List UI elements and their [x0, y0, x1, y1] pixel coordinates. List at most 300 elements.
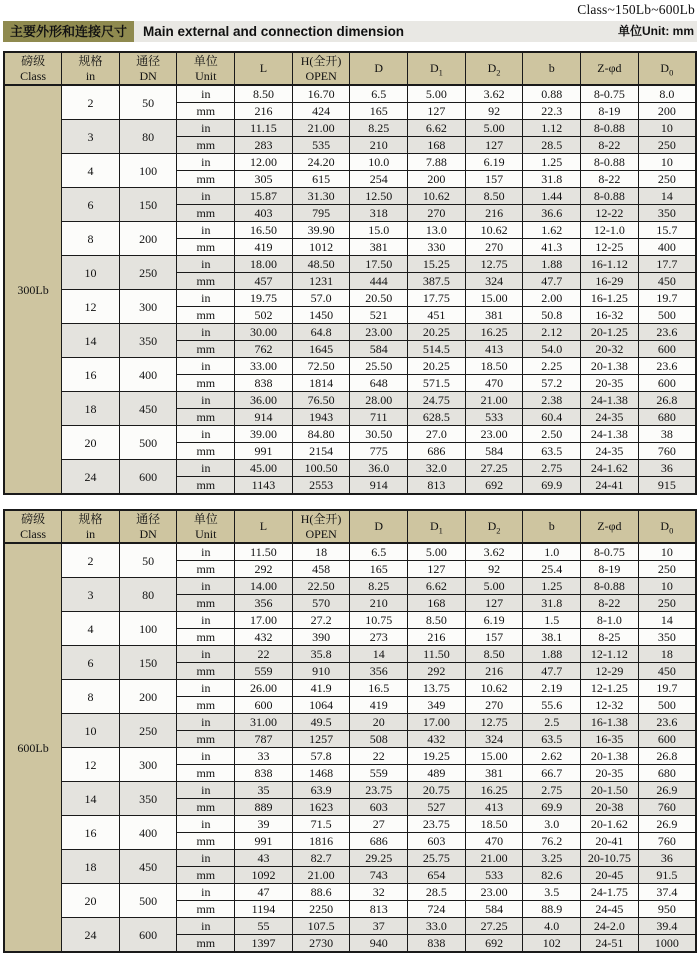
- data-cell: 57.2: [523, 375, 581, 392]
- data-cell: 8-22: [581, 595, 639, 612]
- column-header: $D_0$: [638, 510, 696, 543]
- data-cell: 27.25: [465, 460, 523, 477]
- data-cell: 36.6: [523, 205, 581, 222]
- data-cell: 419: [350, 697, 408, 714]
- data-cell: 6.5: [350, 543, 408, 561]
- data-cell: 18.00: [235, 256, 293, 273]
- data-cell: 47.7: [523, 663, 581, 680]
- data-cell: 16-29: [581, 273, 639, 290]
- data-cell: 23.75: [408, 816, 466, 833]
- data-cell: 60.4: [523, 409, 581, 426]
- data-cell: 24-2.0: [581, 918, 639, 935]
- data-cell: 12.00: [235, 154, 293, 171]
- data-cell: 991: [235, 833, 293, 850]
- data-cell: 20-10.75: [581, 850, 639, 867]
- column-header: 规格 in: [62, 52, 120, 85]
- table-row: [4, 748, 696, 765]
- column-header: L: [235, 510, 293, 543]
- data-cell: 250: [638, 137, 696, 154]
- data-cell: 19.75: [235, 290, 293, 307]
- data-cell: 11.15: [235, 120, 293, 137]
- data-cell: 23.75: [350, 782, 408, 799]
- column-header: $D_2$: [465, 52, 523, 85]
- data-cell: 27.25: [465, 918, 523, 935]
- data-cell: 502: [235, 307, 293, 324]
- dn-cell: 400: [119, 358, 177, 392]
- unit-cell: in: [177, 358, 235, 375]
- data-cell: 20.50: [350, 290, 408, 307]
- data-cell: 47.7: [523, 273, 581, 290]
- column-header: 通径 DN: [119, 52, 177, 85]
- unit-cell: in: [177, 460, 235, 477]
- size-cell: 2: [62, 85, 120, 120]
- data-cell: 570: [292, 595, 350, 612]
- data-cell: 31.8: [523, 171, 581, 188]
- data-cell: 775: [350, 443, 408, 460]
- pressure-class-cell: 600Lb: [4, 543, 62, 952]
- data-cell: 216: [235, 103, 293, 120]
- data-cell: 24-1.75: [581, 884, 639, 901]
- data-cell: 915: [638, 477, 696, 495]
- data-cell: 16.25: [465, 324, 523, 341]
- data-cell: 762: [235, 341, 293, 358]
- data-cell: 432: [408, 731, 466, 748]
- table-row: [4, 120, 696, 137]
- data-cell: 210: [350, 137, 408, 154]
- data-cell: 489: [408, 765, 466, 782]
- table-row: [4, 612, 696, 629]
- data-cell: 330: [408, 239, 466, 256]
- size-cell: 14: [62, 782, 120, 816]
- data-cell: 82.7: [292, 850, 350, 867]
- unit-cell: in: [177, 782, 235, 799]
- size-cell: 18: [62, 392, 120, 426]
- data-cell: 686: [350, 833, 408, 850]
- class-range-label: Class~150Lb~600Lb: [577, 2, 695, 17]
- section-title-english: Main external and connection dimension: [143, 24, 405, 39]
- unit-cell: in: [177, 816, 235, 833]
- unit-cell: in: [177, 154, 235, 171]
- data-cell: 25.50: [350, 358, 408, 375]
- data-cell: 838: [408, 935, 466, 953]
- size-cell: 8: [62, 222, 120, 256]
- data-cell: 18: [292, 543, 350, 561]
- data-cell: 1468: [292, 765, 350, 782]
- data-cell: 23.00: [465, 426, 523, 443]
- data-cell: 8.50: [465, 188, 523, 205]
- data-cell: 8.25: [350, 578, 408, 595]
- table-row: [4, 85, 696, 103]
- data-cell: 654: [408, 867, 466, 884]
- data-cell: 41.3: [523, 239, 581, 256]
- data-cell: 5.00: [465, 578, 523, 595]
- data-cell: 10.0: [350, 154, 408, 171]
- data-cell: 10: [638, 543, 696, 561]
- data-cell: 254: [350, 171, 408, 188]
- data-cell: 686: [408, 443, 466, 460]
- data-cell: 6.62: [408, 578, 466, 595]
- data-cell: 157: [465, 171, 523, 188]
- data-cell: 724: [408, 901, 466, 918]
- data-cell: 15.7: [638, 222, 696, 239]
- table-row: [4, 816, 696, 833]
- data-cell: 1623: [292, 799, 350, 816]
- data-cell: 84.80: [292, 426, 350, 443]
- unit-cell: mm: [177, 103, 235, 120]
- data-cell: 19.7: [638, 290, 696, 307]
- dn-cell: 100: [119, 612, 177, 646]
- data-cell: 1397: [235, 935, 293, 953]
- dn-cell: 80: [119, 578, 177, 612]
- data-cell: 2.25: [523, 358, 581, 375]
- table-header: [4, 52, 696, 85]
- unit-cell: mm: [177, 765, 235, 782]
- dn-cell: 450: [119, 392, 177, 426]
- data-cell: 8-0.75: [581, 543, 639, 561]
- data-cell: 1257: [292, 731, 350, 748]
- dn-cell: 250: [119, 256, 177, 290]
- size-cell: 3: [62, 120, 120, 154]
- data-cell: 692: [465, 935, 523, 953]
- data-cell: 15.00: [465, 290, 523, 307]
- column-header: $D_0$: [638, 52, 696, 85]
- unit-cell: mm: [177, 409, 235, 426]
- data-cell: 66.7: [523, 765, 581, 782]
- data-cell: 403: [235, 205, 293, 222]
- data-cell: 21.00: [292, 867, 350, 884]
- table-row: [4, 543, 696, 561]
- size-cell: 6: [62, 188, 120, 222]
- data-cell: 20-35: [581, 765, 639, 782]
- data-cell: 3.62: [465, 85, 523, 103]
- unit-cell: in: [177, 188, 235, 205]
- data-cell: 57.0: [292, 290, 350, 307]
- data-cell: 27.2: [292, 612, 350, 629]
- data-cell: 6.19: [465, 612, 523, 629]
- dn-cell: 300: [119, 748, 177, 782]
- data-cell: 216: [465, 663, 523, 680]
- unit-cell: mm: [177, 629, 235, 646]
- data-cell: 8.50: [465, 646, 523, 663]
- data-cell: 711: [350, 409, 408, 426]
- data-cell: 92: [465, 561, 523, 578]
- unit-cell: in: [177, 85, 235, 103]
- data-cell: 127: [465, 595, 523, 612]
- data-cell: 21.00: [465, 850, 523, 867]
- data-cell: 17.00: [408, 714, 466, 731]
- data-cell: 20-1.50: [581, 782, 639, 799]
- data-cell: 535: [292, 137, 350, 154]
- dn-cell: 500: [119, 884, 177, 918]
- dn-cell: 50: [119, 85, 177, 120]
- size-cell: 16: [62, 358, 120, 392]
- column-header: $D_2$: [465, 510, 523, 543]
- table-row: [4, 358, 696, 375]
- size-cell: 24: [62, 460, 120, 495]
- data-cell: 45.00: [235, 460, 293, 477]
- size-cell: 6: [62, 646, 120, 680]
- data-cell: 381: [350, 239, 408, 256]
- data-cell: 533: [465, 867, 523, 884]
- data-cell: 88.6: [292, 884, 350, 901]
- data-cell: 1.25: [523, 578, 581, 595]
- data-cell: 19.25: [408, 748, 466, 765]
- data-cell: 527: [408, 799, 466, 816]
- unit-cell: mm: [177, 901, 235, 918]
- data-cell: 88.9: [523, 901, 581, 918]
- data-cell: 24-41: [581, 477, 639, 495]
- data-cell: 57.8: [292, 748, 350, 765]
- dimension-table-600lb: [3, 509, 697, 953]
- column-header: 规格 in: [62, 510, 120, 543]
- data-cell: 584: [350, 341, 408, 358]
- data-cell: 500: [638, 307, 696, 324]
- data-cell: 12.75: [465, 714, 523, 731]
- data-cell: 692: [465, 477, 523, 495]
- data-cell: 69.9: [523, 477, 581, 495]
- data-cell: 39.00: [235, 426, 293, 443]
- data-cell: 20-45: [581, 867, 639, 884]
- unit-cell: mm: [177, 341, 235, 358]
- data-cell: 20-32: [581, 341, 639, 358]
- size-cell: 20: [62, 426, 120, 460]
- data-cell: 33.0: [408, 918, 466, 935]
- unit-cell: in: [177, 850, 235, 867]
- unit-cell: in: [177, 646, 235, 663]
- unit-cell: mm: [177, 663, 235, 680]
- data-cell: 23.6: [638, 358, 696, 375]
- data-cell: 813: [350, 901, 408, 918]
- data-cell: 12-32: [581, 697, 639, 714]
- data-cell: 381: [465, 307, 523, 324]
- data-cell: 216: [465, 205, 523, 222]
- data-cell: 76.50: [292, 392, 350, 409]
- data-cell: 36.0: [350, 460, 408, 477]
- data-cell: 36.00: [235, 392, 293, 409]
- data-cell: 10: [638, 154, 696, 171]
- data-cell: 15.87: [235, 188, 293, 205]
- column-header: b: [523, 52, 581, 85]
- dn-cell: 400: [119, 816, 177, 850]
- table-row: [4, 154, 696, 171]
- data-cell: 26.8: [638, 748, 696, 765]
- data-cell: 1814: [292, 375, 350, 392]
- data-cell: 12.75: [465, 256, 523, 273]
- data-cell: 216: [408, 629, 466, 646]
- data-cell: 2730: [292, 935, 350, 953]
- data-cell: 2553: [292, 477, 350, 495]
- data-cell: 17.50: [350, 256, 408, 273]
- unit-cell: in: [177, 918, 235, 935]
- data-cell: 17.00: [235, 612, 293, 629]
- data-cell: 43: [235, 850, 293, 867]
- unit-cell: mm: [177, 561, 235, 578]
- data-cell: 20-1.62: [581, 816, 639, 833]
- data-cell: 19.7: [638, 680, 696, 697]
- column-header: 磅级 Class: [4, 510, 62, 543]
- data-cell: 168: [408, 595, 466, 612]
- table-row: [4, 714, 696, 731]
- data-cell: 72.50: [292, 358, 350, 375]
- data-cell: 838: [235, 765, 293, 782]
- dn-cell: 200: [119, 222, 177, 256]
- data-cell: 200: [638, 103, 696, 120]
- dn-cell: 300: [119, 290, 177, 324]
- data-cell: 381: [465, 765, 523, 782]
- data-cell: 1.88: [523, 646, 581, 663]
- data-cell: 250: [638, 171, 696, 188]
- data-cell: 107.5: [292, 918, 350, 935]
- data-cell: 48.50: [292, 256, 350, 273]
- data-cell: 390: [292, 629, 350, 646]
- data-cell: 16-1.38: [581, 714, 639, 731]
- data-cell: 36: [638, 460, 696, 477]
- data-cell: 250: [638, 561, 696, 578]
- data-cell: 1.25: [523, 154, 581, 171]
- table-row: [4, 392, 696, 409]
- data-cell: 102: [523, 935, 581, 953]
- unit-cell: mm: [177, 205, 235, 222]
- data-cell: 8-0.88: [581, 578, 639, 595]
- data-cell: 559: [235, 663, 293, 680]
- unit-cell: mm: [177, 137, 235, 154]
- data-cell: 470: [465, 833, 523, 850]
- data-cell: 8-0.88: [581, 154, 639, 171]
- data-cell: 1.0: [523, 543, 581, 561]
- data-cell: 6.5: [350, 85, 408, 103]
- dn-cell: 350: [119, 782, 177, 816]
- data-cell: 20-1.38: [581, 358, 639, 375]
- unit-cell: in: [177, 884, 235, 901]
- data-cell: 37.4: [638, 884, 696, 901]
- data-cell: 5.00: [465, 120, 523, 137]
- unit-cell: mm: [177, 697, 235, 714]
- data-cell: 14: [350, 646, 408, 663]
- data-cell: 283: [235, 137, 293, 154]
- data-cell: 24-35: [581, 443, 639, 460]
- data-cell: 13.75: [408, 680, 466, 697]
- data-cell: 37: [350, 918, 408, 935]
- data-cell: 39.90: [292, 222, 350, 239]
- unit-note: 单位Unit: mm: [618, 24, 694, 38]
- size-cell: 18: [62, 850, 120, 884]
- pressure-class-cell: 300Lb: [4, 85, 62, 494]
- data-cell: 458: [292, 561, 350, 578]
- data-cell: 2250: [292, 901, 350, 918]
- data-cell: 8-19: [581, 103, 639, 120]
- data-cell: 50.8: [523, 307, 581, 324]
- data-cell: 584: [465, 901, 523, 918]
- data-cell: 413: [465, 341, 523, 358]
- data-cell: 680: [638, 765, 696, 782]
- size-cell: 24: [62, 918, 120, 953]
- data-cell: 12-1.25: [581, 680, 639, 697]
- dn-cell: 80: [119, 120, 177, 154]
- data-cell: 12-22: [581, 205, 639, 222]
- data-cell: 26.9: [638, 782, 696, 799]
- data-cell: 2.12: [523, 324, 581, 341]
- data-cell: 12.50: [350, 188, 408, 205]
- data-cell: 18.50: [465, 816, 523, 833]
- data-cell: 35.8: [292, 646, 350, 663]
- data-cell: 31.30: [292, 188, 350, 205]
- data-cell: 615: [292, 171, 350, 188]
- section-title-bar: [3, 21, 697, 42]
- size-cell: 16: [62, 816, 120, 850]
- data-cell: 2.5: [523, 714, 581, 731]
- table-row: [4, 256, 696, 273]
- data-cell: 11.50: [408, 646, 466, 663]
- data-cell: 13.0: [408, 222, 466, 239]
- data-cell: 450: [638, 663, 696, 680]
- column-header: D: [350, 510, 408, 543]
- data-cell: 26.00: [235, 680, 293, 697]
- data-cell: 12-25: [581, 239, 639, 256]
- data-cell: 889: [235, 799, 293, 816]
- data-cell: 413: [465, 799, 523, 816]
- data-cell: 603: [408, 833, 466, 850]
- table-row: [4, 222, 696, 239]
- data-cell: 1.5: [523, 612, 581, 629]
- data-cell: 1450: [292, 307, 350, 324]
- data-cell: 8-22: [581, 137, 639, 154]
- data-cell: 680: [638, 409, 696, 426]
- data-cell: 25.75: [408, 850, 466, 867]
- data-cell: 15.0: [350, 222, 408, 239]
- data-cell: 10.62: [408, 188, 466, 205]
- data-cell: 16-32: [581, 307, 639, 324]
- column-header: H(全开) OPEN: [292, 510, 350, 543]
- dn-cell: 250: [119, 714, 177, 748]
- data-cell: 33: [235, 748, 293, 765]
- data-cell: 14.00: [235, 578, 293, 595]
- data-cell: 1.88: [523, 256, 581, 273]
- data-cell: 10.62: [465, 222, 523, 239]
- data-cell: 559: [350, 765, 408, 782]
- data-cell: 157: [465, 629, 523, 646]
- data-cell: 20: [350, 714, 408, 731]
- data-cell: 10: [638, 578, 696, 595]
- size-cell: 10: [62, 714, 120, 748]
- data-cell: 24.75: [408, 392, 466, 409]
- data-cell: 20-1.25: [581, 324, 639, 341]
- data-cell: 23.6: [638, 324, 696, 341]
- data-cell: 1000: [638, 935, 696, 953]
- data-cell: 940: [350, 935, 408, 953]
- unit-cell: in: [177, 324, 235, 341]
- data-cell: 31.8: [523, 595, 581, 612]
- data-cell: 76.2: [523, 833, 581, 850]
- data-cell: 22: [235, 646, 293, 663]
- dimension-table-300lb: [3, 51, 697, 495]
- data-cell: 5.00: [408, 543, 466, 561]
- data-cell: 41.9: [292, 680, 350, 697]
- unit-cell: in: [177, 120, 235, 137]
- data-cell: 55: [235, 918, 293, 935]
- data-cell: 2154: [292, 443, 350, 460]
- data-cell: 24-45: [581, 901, 639, 918]
- data-cell: 914: [350, 477, 408, 495]
- unit-cell: in: [177, 392, 235, 409]
- unit-cell: in: [177, 222, 235, 239]
- data-cell: 82.6: [523, 867, 581, 884]
- data-cell: 49.5: [292, 714, 350, 731]
- unit-cell: mm: [177, 595, 235, 612]
- data-cell: 795: [292, 205, 350, 222]
- data-cell: 8-0.88: [581, 188, 639, 205]
- unit-cell: mm: [177, 273, 235, 290]
- data-cell: 38: [638, 426, 696, 443]
